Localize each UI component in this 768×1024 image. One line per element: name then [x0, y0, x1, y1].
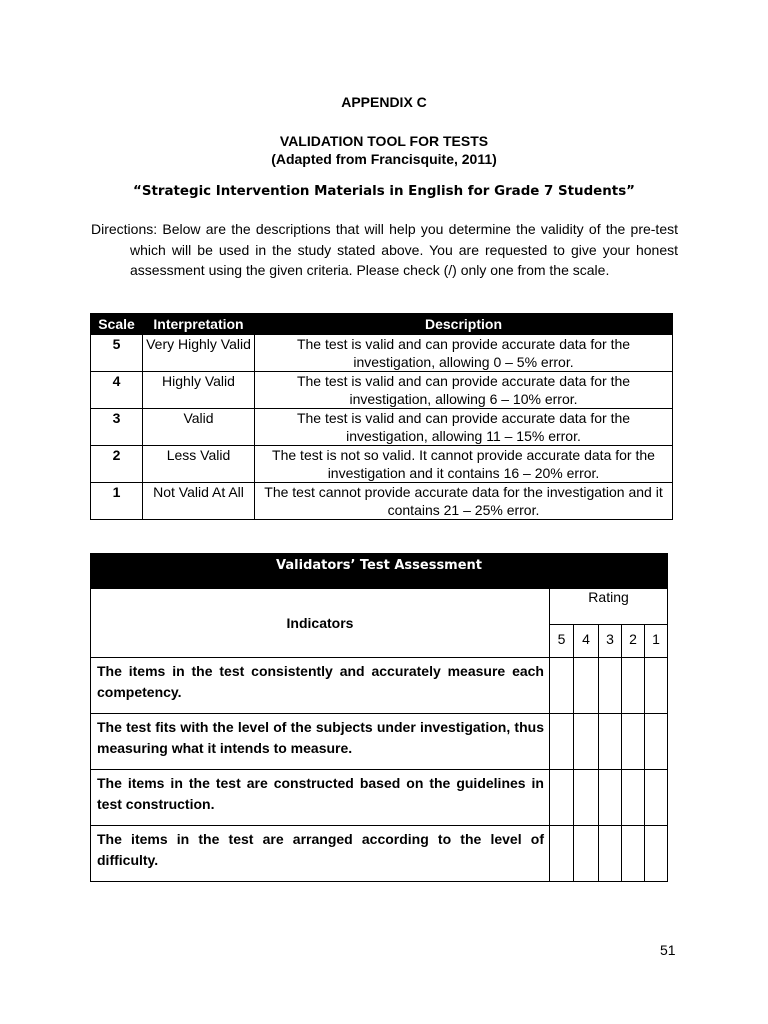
rating-cell-4[interactable] [574, 770, 599, 826]
document-title: VALIDATION TOOL FOR TESTS [279, 133, 489, 149]
scale-table [90, 313, 673, 520]
rating-5-header: 5 [550, 624, 574, 657]
description: The test cannot provide accurate data for the investigation and it contains 21 – 25% error. [255, 483, 673, 520]
header-interpretation: Interpretation [143, 314, 255, 335]
rating-2-header: 2 [622, 624, 645, 657]
table-row [91, 826, 668, 882]
rating-cell-2[interactable] [622, 826, 645, 882]
rating-cell-3[interactable] [599, 826, 622, 882]
rating-cell-5[interactable] [550, 658, 574, 714]
rating-cell-5[interactable] [550, 714, 574, 770]
study-title: “Strategic Intervention Materials in English for Grade 7 Students” [133, 184, 635, 199]
rating-cell-3[interactable] [599, 658, 622, 714]
rating-4-header: 4 [574, 624, 599, 657]
rating-cell-1[interactable] [645, 714, 668, 770]
rating-cell-1[interactable] [645, 770, 668, 826]
description: The test is valid and can provide accurate data for the investigation, allowing 0 – 5% error. [255, 335, 673, 372]
assessment-table [90, 553, 668, 882]
interpretation: Very Highly Valid [143, 335, 255, 372]
rating-cell-3[interactable] [599, 714, 622, 770]
rating-cell-4[interactable] [574, 714, 599, 770]
table-row [91, 770, 668, 826]
interpretation: Not Valid At All [143, 483, 255, 520]
interpretation: Highly Valid [143, 372, 255, 409]
appendix-label: APPENDIX C [341, 94, 427, 110]
table-row [91, 335, 673, 372]
rating-cell-1[interactable] [645, 658, 668, 714]
indicator-text: The items in the test are constructed based on the guidelines in test construction. [91, 770, 550, 826]
description: The test is valid and can provide accurate data for the investigation, allowing 6 – 10% error. [255, 372, 673, 409]
header-description: Description [255, 314, 673, 335]
scale-value: 1 [91, 483, 143, 520]
rating-header: Rating [550, 589, 668, 625]
header-scale: Scale [91, 314, 143, 335]
scale-value: 3 [91, 409, 143, 446]
indicator-text: The items in the test are arranged according to the level of difficulty. [91, 826, 550, 882]
table-row [91, 372, 673, 409]
indicators-header: Indicators [91, 589, 550, 658]
scale-table-header [91, 314, 673, 335]
table-row [91, 658, 668, 714]
scale-value: 5 [91, 335, 143, 372]
table-row [91, 714, 668, 770]
page-number: 51 [660, 942, 676, 958]
assessment-table-title: Validators’ Test Assessment [91, 554, 668, 589]
rating-cell-5[interactable] [550, 826, 574, 882]
scale-value: 4 [91, 372, 143, 409]
rating-cell-3[interactable] [599, 770, 622, 826]
rating-cell-2[interactable] [622, 658, 645, 714]
rating-cell-2[interactable] [622, 770, 645, 826]
indicator-text: The test fits with the level of the subjects under investigation, thus measuring what it intends to measure. [91, 714, 550, 770]
rating-cell-1[interactable] [645, 826, 668, 882]
table-row [91, 409, 673, 446]
directions-paragraph: Directions: Below are the descriptions that will help you determine the validity of the pre-test which will be used in the study stated above. You are requested to give your honest assessment using the given criteria. Please check (/) only one from the scale. [91, 221, 678, 278]
rating-cell-4[interactable] [574, 658, 599, 714]
table-row [91, 446, 673, 483]
rating-cell-2[interactable] [622, 714, 645, 770]
scale-value: 2 [91, 446, 143, 483]
rating-cell-5[interactable] [550, 770, 574, 826]
description: The test is valid and can provide accurate data for the investigation, allowing 11 – 15% error. [255, 409, 673, 446]
indicator-text: The items in the test consistently and accurately measure each competency. [91, 658, 550, 714]
table-row [91, 483, 673, 520]
rating-3-header: 3 [599, 624, 622, 657]
description: The test is not so valid. It cannot provide accurate data for the investigation and it contains 16 – 20% error. [255, 446, 673, 483]
rating-1-header: 1 [645, 624, 668, 657]
interpretation: Valid [143, 409, 255, 446]
document-subtitle: (Adapted from Francisquite, 2011) [271, 151, 497, 167]
rating-cell-4[interactable] [574, 826, 599, 882]
interpretation: Less Valid [143, 446, 255, 483]
